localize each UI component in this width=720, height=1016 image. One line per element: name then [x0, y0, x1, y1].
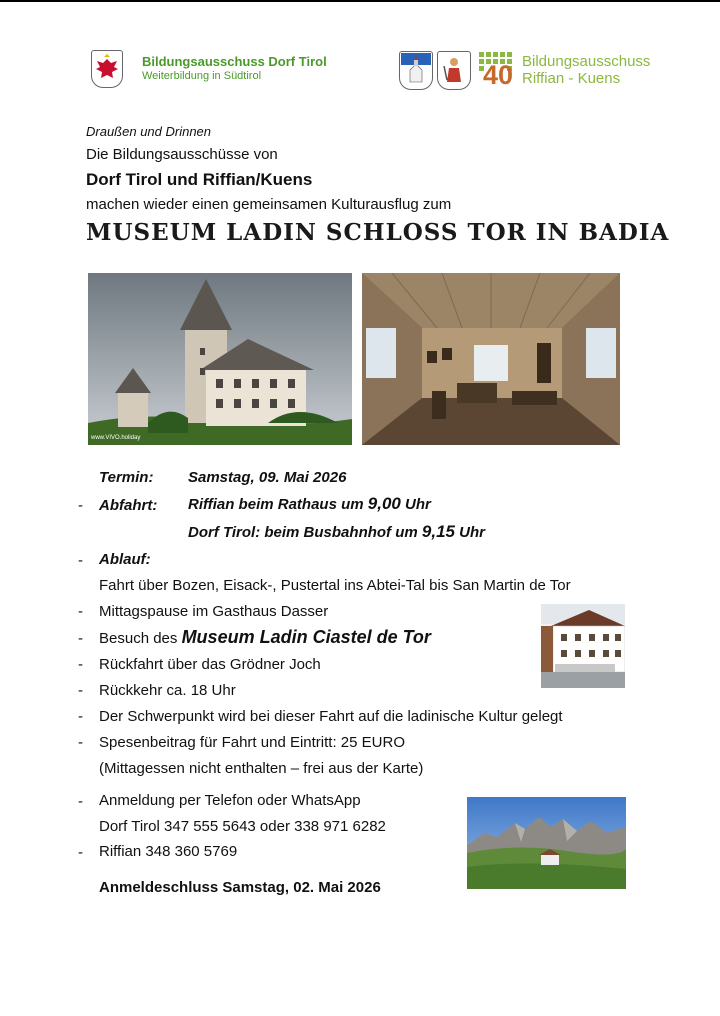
ablauf-label: Ablauf:	[99, 551, 151, 568]
gasthaus-photo	[541, 604, 625, 688]
abfahrt-dorf-unit: Uhr	[459, 524, 485, 541]
bullet-ablauf: -	[78, 552, 83, 569]
abfahrt-riffian-unit: Uhr	[405, 496, 431, 513]
bullet-registration: -	[78, 793, 83, 810]
tagline: Draußen und Drinnen	[86, 124, 212, 139]
bullet-lunch: -	[78, 603, 83, 620]
bullet-focus: -	[78, 708, 83, 725]
bullet-return-route: -	[78, 656, 83, 673]
riffian-coat-of-arms	[399, 51, 433, 90]
registration-deadline: Anmeldeschluss Samstag, 02. Mai 2026	[99, 879, 381, 896]
bullet-fee: -	[78, 734, 83, 751]
church-icon	[400, 52, 432, 89]
abfahrt-dorf-tirol	[188, 522, 485, 542]
bullet-return-time: -	[78, 682, 83, 699]
photo-credit: www.VIVO.holiday	[91, 435, 141, 441]
mountain-pass-photo	[467, 797, 626, 889]
anniversary-badge	[477, 50, 519, 90]
intro-line3: machen wieder einen gemeinsamen Kulturausflug zum	[86, 196, 452, 213]
abfahrt-riffian-time: 9,00	[367, 494, 401, 513]
top-border	[0, 0, 720, 2]
museum-interior-photo	[362, 273, 620, 445]
item-fee-note: (Mittagessen nicht enthalten – frei aus der Karte)	[99, 760, 424, 777]
item-return-time: Rückkehr ca. 18 Uhr	[99, 682, 236, 699]
visit-prefix: Besuch des	[99, 630, 178, 647]
abfahrt-riffian-text: Riffian beim Rathaus um	[188, 496, 364, 513]
ablauf-route: Fahrt über Bozen, Eisack-, Pustertal ins Abtei-Tal bis San Martin de Tor	[99, 577, 571, 594]
intro-line2: Dorf Tirol und Riffian/Kuens	[86, 170, 313, 189]
badge-number: 40	[482, 60, 514, 90]
item-focus: Der Schwerpunkt wird bei dieser Fahrt auf die ladinische Kultur gelegt	[99, 708, 563, 725]
abfahrt-dorf-time: 9,15	[421, 522, 455, 541]
right-org-line2: Riffian - Kuens	[522, 70, 621, 87]
tirol-coat-of-arms	[91, 50, 123, 88]
item-return-route: Rückfahrt über das Grödner Joch	[99, 656, 321, 673]
termin-value: Samstag, 09. Mai 2026	[188, 469, 347, 486]
bullet-visit: -	[78, 630, 83, 647]
bullet-abfahrt: -	[78, 497, 83, 514]
right-org-line1: Bildungsausschuss	[522, 53, 651, 70]
registration-riffian: Riffian 348 360 5769	[99, 843, 238, 860]
saint-figure-icon	[438, 52, 470, 89]
item-fee: Spesenbeitrag für Fahrt und Eintritt: 25 EURO	[99, 734, 405, 751]
left-org-subtitle: Weiterbildung in Südtirol	[142, 70, 262, 82]
castle-photo	[88, 273, 352, 445]
abfahrt-riffian	[188, 494, 431, 514]
intro-line1: Die Bildungsausschüsse von	[86, 146, 278, 163]
event-headline: MUSEUM LADIN SCHLOSS TOR IN BADIA	[86, 219, 670, 246]
termin-label: Termin:	[99, 469, 154, 486]
bullet-riffian: -	[78, 844, 83, 861]
kuens-coat-of-arms	[437, 51, 471, 90]
eagle-icon	[92, 51, 122, 87]
abfahrt-dorf-text: Dorf Tirol: beim Busbahnhof um	[188, 524, 418, 541]
item-lunch: Mittagspause im Gasthaus Dasser	[99, 603, 329, 620]
registration-dorf-tirol: Dorf Tirol 347 555 5643 oder 338 971 6282	[99, 818, 386, 835]
item-visit	[99, 627, 431, 648]
visit-museum-name: Museum Ladin Ciastel de Tor	[181, 627, 431, 647]
item-registration: Anmeldung per Telefon oder WhatsApp	[99, 792, 361, 809]
abfahrt-label: Abfahrt:	[99, 497, 158, 514]
left-org-title: Bildungsausschuss Dorf Tirol	[142, 54, 327, 69]
